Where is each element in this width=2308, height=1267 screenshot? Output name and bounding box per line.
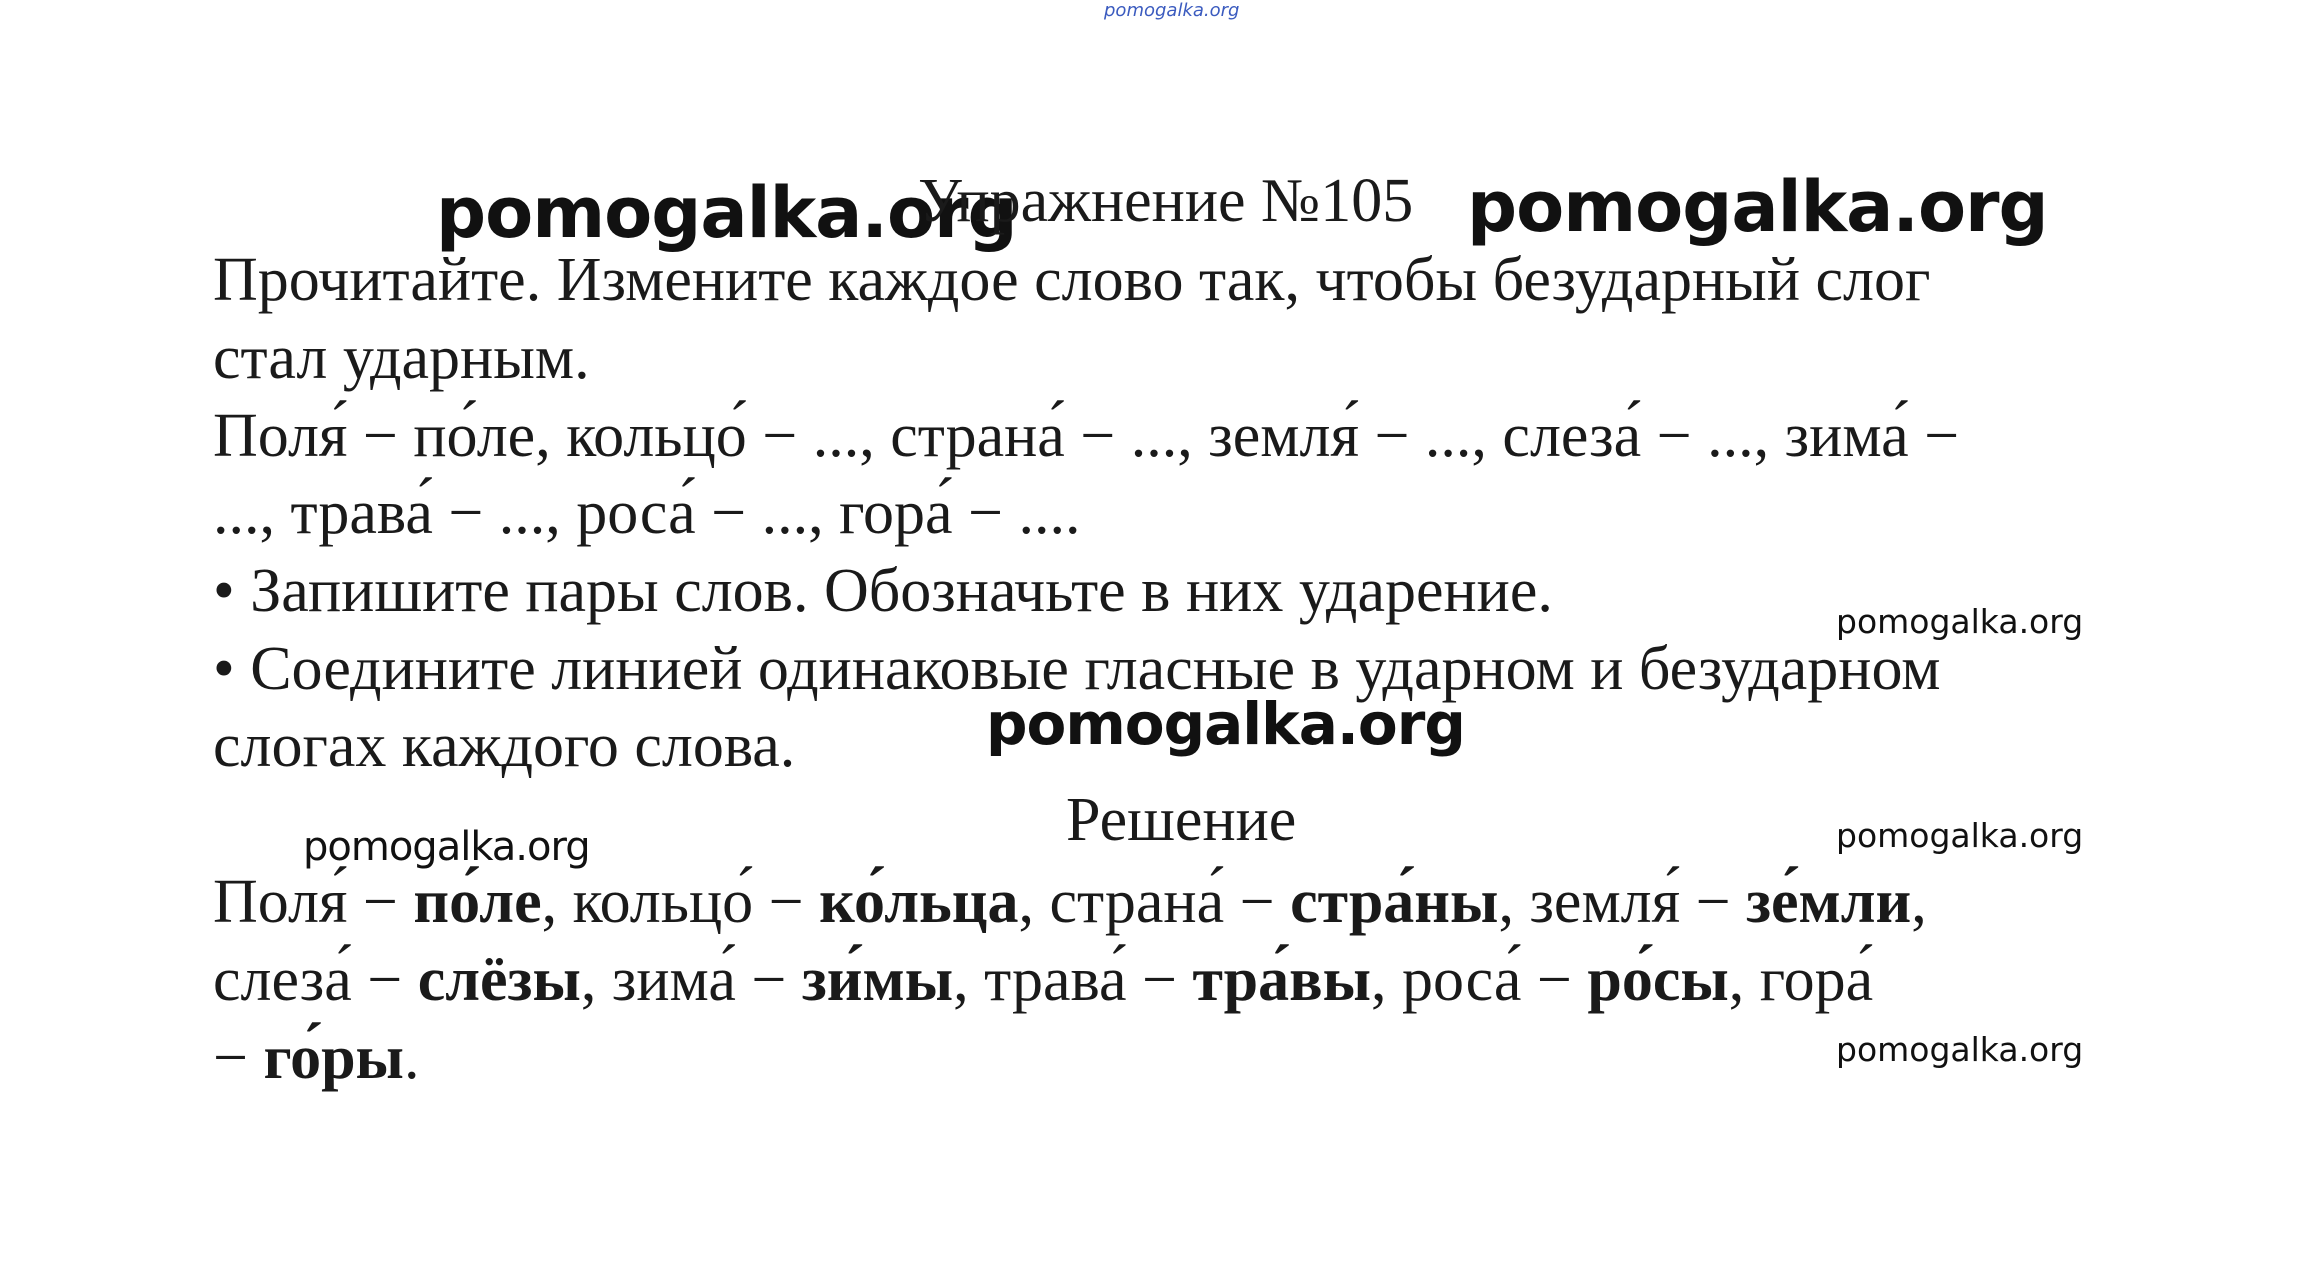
separator: , bbox=[1728, 946, 1760, 1014]
pair-answer: ро́сы bbox=[1587, 946, 1729, 1014]
pair-word: гора́ bbox=[1759, 946, 1874, 1014]
solution-line-1 bbox=[213, 867, 1927, 938]
separator: , bbox=[1371, 946, 1403, 1014]
pair-answer: зи́мы bbox=[801, 946, 954, 1014]
pair-word: Поля́ bbox=[213, 868, 348, 936]
task-line-4: ..., трава́ − ..., роса́ − ..., гора́ − .... bbox=[213, 479, 1081, 547]
pair-word: страна́ bbox=[1049, 868, 1225, 936]
task-line-7: слогах каждого слова. bbox=[213, 712, 796, 780]
watermark-right-1: pomogalka.org bbox=[1836, 602, 2084, 641]
pair-word: земля́ bbox=[1529, 868, 1681, 936]
task-line-1: Прочитайте. Измените каждое слово так, чтобы безударный слог bbox=[213, 246, 1931, 314]
pair-word: кольцо́ bbox=[572, 868, 754, 936]
dash: − bbox=[1680, 868, 1747, 936]
dash: − bbox=[347, 868, 414, 936]
dash: − bbox=[213, 1024, 264, 1092]
task-line-3: Поля́ − по́ле, кольцо́ − ..., страна́ − ..., земля́ − ..., слеза́ − ..., зима́ − bbox=[213, 402, 1960, 470]
task-line-2: стал ударным. bbox=[213, 324, 590, 392]
pair-answer: тра́вы bbox=[1192, 946, 1372, 1014]
pair-answer: зе́мли bbox=[1746, 868, 1912, 936]
period: . bbox=[403, 1024, 420, 1092]
separator: , bbox=[1911, 868, 1927, 936]
dash: − bbox=[351, 946, 418, 1014]
pair-word: трава́ bbox=[984, 946, 1127, 1014]
dash: − bbox=[1521, 946, 1588, 1014]
watermark-top[interactable]: pomogalka.org bbox=[1104, 0, 1240, 21]
task-line-5: • Запишите пары слов. Обозначьте в них ударение. bbox=[213, 557, 1553, 625]
watermark-title-right: pomogalka.org bbox=[1467, 166, 2048, 248]
watermark-title-left: pomogalka.org bbox=[436, 172, 1017, 254]
separator: , bbox=[1018, 868, 1050, 936]
pair-answer: стра́ны bbox=[1290, 868, 1499, 936]
dash: − bbox=[1126, 946, 1193, 1014]
watermark-right-3: pomogalka.org bbox=[1836, 1030, 2084, 1069]
watermark-center: pomogalka.org bbox=[986, 690, 1465, 758]
pair-answer: по́ле bbox=[413, 868, 542, 936]
solution-line-3 bbox=[213, 1023, 419, 1094]
dash: − bbox=[753, 868, 820, 936]
dash: − bbox=[1224, 868, 1291, 936]
solution-title: Решение bbox=[1066, 786, 1297, 854]
pair-answer: го́ры bbox=[263, 1024, 404, 1092]
solution-line-2 bbox=[213, 945, 1873, 1016]
separator: , bbox=[541, 868, 573, 936]
dash: − bbox=[735, 946, 802, 1014]
pair-word: роса́ bbox=[1402, 946, 1522, 1014]
pair-word: слеза́ bbox=[213, 946, 352, 1014]
pair-word: зима́ bbox=[611, 946, 736, 1014]
pair-answer: слёзы bbox=[417, 946, 581, 1014]
pair-answer: ко́льца bbox=[819, 868, 1019, 936]
task-line-6: • Соедините линией одинаковые гласные в ударном и безударном bbox=[213, 635, 1941, 703]
separator: , bbox=[1498, 868, 1530, 936]
watermark-left-solution: pomogalka.org bbox=[303, 824, 590, 870]
separator: , bbox=[953, 946, 985, 1014]
watermark-right-2: pomogalka.org bbox=[1836, 816, 2084, 855]
separator: , bbox=[580, 946, 612, 1014]
exercise-title: Упражнение №105 bbox=[918, 167, 1414, 235]
